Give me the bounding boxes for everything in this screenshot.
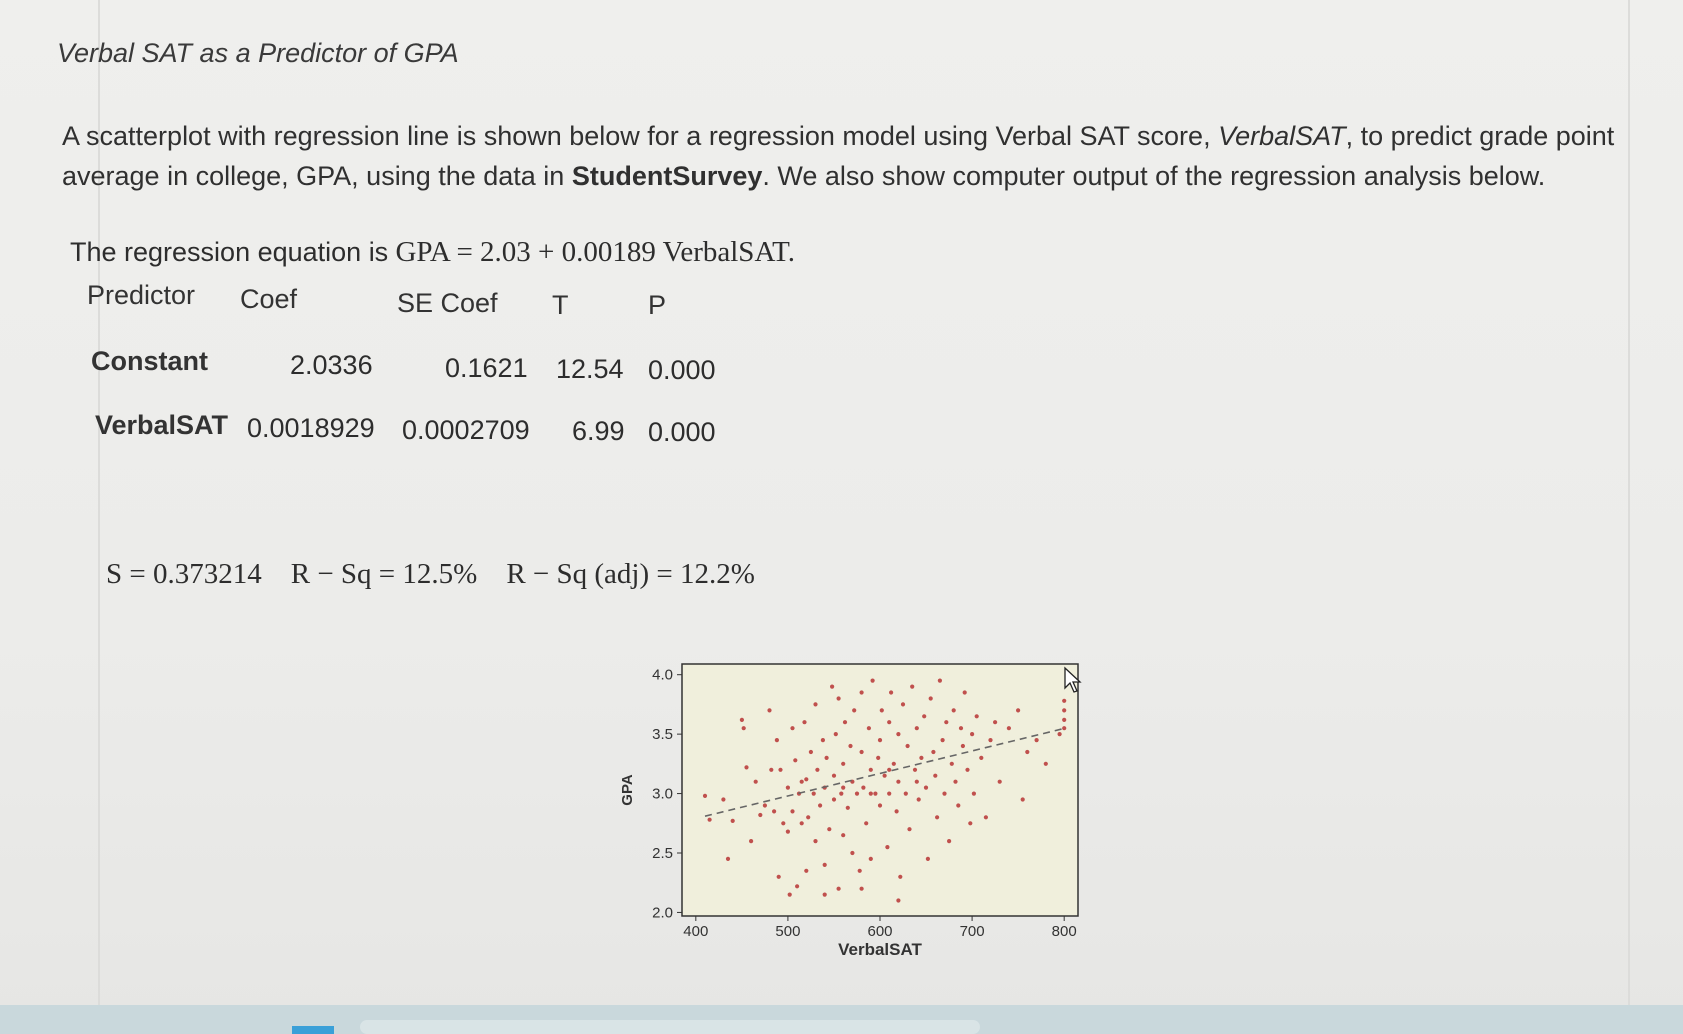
data-point (818, 803, 822, 807)
data-point (1021, 797, 1025, 801)
data-point (892, 762, 896, 766)
data-point (898, 875, 902, 879)
data-point (744, 765, 748, 769)
data-point (935, 815, 939, 819)
header-p: P (648, 290, 667, 320)
data-point (867, 726, 871, 730)
y-tick-label: 3.5 (652, 726, 673, 744)
data-point (855, 792, 859, 796)
data-point (841, 786, 845, 790)
data-point (876, 756, 880, 760)
data-point (950, 762, 954, 766)
data-point (860, 887, 864, 891)
data-point (731, 819, 735, 823)
data-point (873, 792, 877, 796)
row-constant-se: 0.1621 (445, 353, 528, 383)
data-point (961, 744, 965, 748)
data-point (763, 803, 767, 807)
row-constant-coef: 2.0336 (290, 350, 373, 380)
data-point (703, 794, 707, 798)
x-axis-ticks (683, 916, 1076, 940)
data-point (979, 756, 983, 760)
x-axis-label: VerbalSAT (838, 940, 922, 959)
x-tick-label: 700 (959, 923, 985, 940)
data-point (968, 821, 972, 825)
scatterplot-chart (600, 650, 1100, 970)
row-verbalsat-coef: 0.0018929 (247, 413, 375, 443)
data-point (790, 726, 794, 730)
data-point (1062, 726, 1066, 730)
data-point (860, 750, 864, 754)
data-point (896, 732, 900, 736)
data-point (742, 726, 746, 730)
data-point (830, 685, 834, 689)
data-point (952, 708, 956, 712)
intro-text-3: . We also show computer output of the regression analysis below. (762, 161, 1546, 191)
data-point (941, 738, 945, 742)
data-point (889, 690, 893, 694)
data-point (929, 696, 933, 700)
data-point (938, 679, 942, 683)
data-point (864, 821, 868, 825)
data-point (970, 732, 974, 736)
plot-area (682, 664, 1078, 916)
y-axis-ticks (652, 667, 682, 922)
data-point (781, 821, 785, 825)
row-verbalsat-label: VerbalSAT (95, 410, 229, 440)
data-point (972, 792, 976, 796)
data-point (812, 792, 816, 796)
x-tick-label: 400 (683, 923, 709, 940)
data-point (975, 714, 979, 718)
data-point (1007, 726, 1011, 730)
header-predictor: Predictor (87, 280, 196, 310)
data-point (1062, 708, 1066, 712)
intro-paragraph (62, 116, 1622, 196)
data-point (740, 718, 744, 722)
data-point (769, 768, 773, 772)
data-point (1016, 708, 1020, 712)
data-point (850, 851, 854, 855)
y-tick-label: 2.0 (652, 904, 673, 922)
data-point (933, 774, 937, 778)
data-point (793, 758, 797, 762)
data-point (1044, 762, 1048, 766)
data-point (1058, 732, 1062, 736)
row-constant-label: Constant (91, 346, 208, 376)
data-point (708, 818, 712, 822)
data-point (837, 887, 841, 891)
data-point (852, 708, 856, 712)
data-point (804, 777, 808, 781)
data-point (834, 732, 838, 736)
data-point (815, 768, 819, 772)
bottom-toolbar-pill (360, 1020, 980, 1034)
data-point (901, 702, 905, 706)
data-point (786, 830, 790, 834)
intro-text-2: , to predict grade point average in college, GPA, using the data in (62, 121, 1615, 191)
equation-formula: GPA = 2.03 + 0.00189 VerbalSAT. (395, 236, 795, 268)
intro-text-1: A scatterplot with regression line is shown below for a regression model using Verbal SAT score, (62, 121, 1219, 151)
bottom-toolbar-accent (292, 1026, 334, 1034)
data-point (848, 744, 852, 748)
data-point (906, 744, 910, 748)
data-point (758, 813, 762, 817)
data-point (998, 780, 1002, 784)
data-point (749, 839, 753, 843)
header-coef: Coef (240, 284, 298, 314)
stat-s: S = 0.373214 (106, 558, 262, 590)
row-constant-t: 12.54 (556, 354, 624, 384)
header-se-coef: SE Coef (397, 288, 498, 318)
data-point (786, 786, 790, 790)
data-point (917, 797, 921, 801)
data-point (841, 762, 845, 766)
data-point (878, 738, 882, 742)
data-point (777, 875, 781, 879)
data-point (832, 797, 836, 801)
data-point (963, 690, 967, 694)
x-tick-label: 600 (867, 923, 893, 940)
data-point (869, 857, 873, 861)
data-point (813, 702, 817, 706)
data-point (825, 756, 829, 760)
data-point (896, 780, 900, 784)
data-point (887, 768, 891, 772)
row-verbalsat-p: 0.000 (648, 417, 716, 447)
data-point (795, 884, 799, 888)
data-point (988, 738, 992, 742)
data-point (843, 720, 847, 724)
data-point (907, 827, 911, 831)
y-axis-label: GPA (619, 774, 636, 806)
data-point (823, 863, 827, 867)
data-point (858, 869, 862, 873)
intro-dataset-name: StudentSurvey (571, 161, 763, 191)
data-point (878, 803, 882, 807)
data-point (804, 869, 808, 873)
data-point (832, 774, 836, 778)
data-point (953, 780, 957, 784)
equation-lead: The regression equation is (70, 237, 389, 267)
right-margin-rule (1628, 0, 1630, 1005)
data-point (800, 780, 804, 784)
data-point (922, 714, 926, 718)
data-point (802, 720, 806, 724)
data-point (896, 898, 900, 902)
stat-rsq: R − Sq = 12.5% (290, 558, 478, 590)
data-point (823, 893, 827, 897)
data-point (885, 845, 889, 849)
header-t: T (552, 290, 569, 320)
data-point (871, 679, 875, 683)
y-tick-label: 4.0 (652, 666, 673, 684)
data-point (726, 857, 730, 861)
row-verbalsat-t: 6.99 (572, 416, 625, 446)
data-point (919, 756, 923, 760)
data-point (721, 797, 725, 801)
data-point (778, 768, 782, 772)
data-point (821, 738, 825, 742)
data-point (861, 786, 865, 790)
data-point (1025, 750, 1029, 754)
data-point (767, 708, 771, 712)
data-point (926, 857, 930, 861)
data-point (915, 780, 919, 784)
page-title: Verbal SAT as a Predictor of GPA (57, 38, 459, 68)
data-point (904, 792, 908, 796)
row-constant-p: 0.000 (648, 355, 716, 385)
data-point (841, 833, 845, 837)
data-point (965, 768, 969, 772)
data-point (813, 839, 817, 843)
data-point (837, 696, 841, 700)
data-point (993, 720, 997, 724)
data-point (944, 720, 948, 724)
row-verbalsat-se: 0.0002709 (402, 415, 530, 445)
regression-equation (70, 236, 795, 269)
model-summary-stats (106, 558, 755, 591)
data-point (880, 708, 884, 712)
data-point (915, 726, 919, 730)
y-tick-label: 3.0 (652, 785, 673, 803)
data-point (883, 774, 887, 778)
data-point (800, 821, 804, 825)
data-point (947, 839, 951, 843)
y-tick-label: 2.5 (652, 845, 673, 862)
data-point (924, 786, 928, 790)
data-point (942, 792, 946, 796)
data-point (910, 685, 914, 689)
data-point (869, 768, 873, 772)
data-point (869, 792, 873, 796)
data-point (1062, 718, 1066, 722)
data-point (956, 803, 960, 807)
data-point (959, 726, 963, 730)
data-point (1035, 738, 1039, 742)
data-point (887, 792, 891, 796)
data-point (775, 738, 779, 742)
data-point (790, 809, 794, 813)
data-point (860, 690, 864, 694)
data-point (913, 768, 917, 772)
data-point (806, 815, 810, 819)
data-point (1062, 699, 1066, 703)
data-point (788, 893, 792, 897)
data-point (931, 750, 935, 754)
intro-variable: VerbalSAT (1218, 121, 1346, 151)
data-point (846, 806, 850, 810)
data-point (984, 815, 988, 819)
x-tick-label: 500 (775, 923, 801, 940)
x-tick-label: 800 (1051, 923, 1077, 940)
stat-rsq-adj: R − Sq (adj) = 12.2% (506, 558, 755, 590)
data-point (839, 792, 843, 796)
data-point (772, 809, 776, 813)
data-point (754, 780, 758, 784)
mouse-cursor-icon (1063, 666, 1087, 696)
data-point (895, 809, 899, 813)
data-point (809, 750, 813, 754)
data-point (887, 720, 891, 724)
data-point (827, 827, 831, 831)
